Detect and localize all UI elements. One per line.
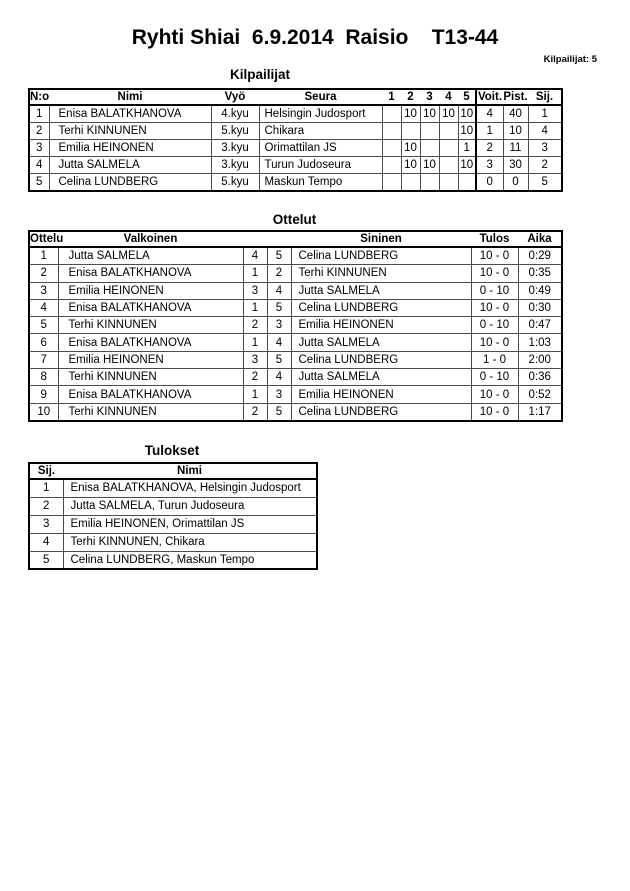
match-number: 1 — [29, 247, 58, 265]
score-vs-4 — [439, 157, 458, 174]
white-player: Emilia HEINONEN — [58, 282, 243, 299]
result-name-club: Celina LUNDBERG, Maskun Tempo — [63, 551, 317, 569]
white-player-number: 2 — [243, 369, 267, 386]
competitor-points: 10 — [503, 123, 528, 140]
white-player-number: 1 — [243, 265, 267, 282]
white-player-number: 4 — [243, 247, 267, 265]
competitor-points: 40 — [503, 105, 528, 123]
match-time: 1:03 — [518, 334, 562, 351]
competitor-number: 5 — [29, 174, 49, 192]
result-place: 4 — [29, 533, 63, 551]
competitor-number: 4 — [29, 157, 49, 174]
round-header-4: 4 — [445, 91, 452, 103]
blue-player: Celina LUNDBERG — [291, 403, 471, 421]
competitor-place: 4 — [528, 123, 562, 140]
score-vs-3 — [420, 123, 439, 140]
kilpailijat-table — [28, 88, 563, 192]
match-result: 0 - 10 — [471, 369, 518, 386]
match-row — [29, 386, 562, 403]
match-time: 0:49 — [518, 282, 562, 299]
competitor-wins: 0 — [476, 174, 503, 192]
match-time: 1:17 — [518, 403, 562, 421]
result-place: 3 — [29, 515, 63, 533]
match-row — [29, 299, 562, 316]
match-row — [29, 351, 562, 368]
competitor-club: Maskun Tempo — [259, 174, 382, 192]
blue-player: Terhi KINNUNEN — [291, 265, 471, 282]
match-number: 8 — [29, 369, 58, 386]
score-vs-3: 10 — [420, 105, 439, 123]
blue-player: Jutta SALMELA — [291, 369, 471, 386]
place-header: Sij. — [37, 465, 56, 477]
kilpailijat-header-row — [29, 89, 562, 105]
competitor-belt: 3.kyu — [211, 157, 259, 174]
competitor-name: Terhi KINNUNEN — [49, 123, 211, 140]
match-time: 0:30 — [518, 299, 562, 316]
white-player: Emilia HEINONEN — [58, 351, 243, 368]
points-header: Pist. — [503, 91, 528, 103]
match-row — [29, 265, 562, 282]
competitor-place: 2 — [528, 157, 562, 174]
blue-number-header-spacer — [267, 231, 291, 247]
blue-player-number: 4 — [267, 369, 291, 386]
match-time: 0:36 — [518, 369, 562, 386]
match-time: 0:35 — [518, 265, 562, 282]
score-vs-1 — [382, 123, 401, 140]
score-vs-2: 10 — [401, 140, 420, 157]
competitor-name: Jutta SALMELA — [49, 157, 211, 174]
match-result: 10 - 0 — [471, 265, 518, 282]
match-row — [29, 282, 562, 299]
score-vs-4 — [439, 140, 458, 157]
ottelut-table — [28, 230, 563, 422]
white-player-number: 1 — [243, 386, 267, 403]
competitor-place: 5 — [528, 174, 562, 192]
round-header-1: 1 — [388, 91, 395, 103]
white-player-number: 1 — [243, 299, 267, 316]
competitor-name: Emilia HEINONEN — [49, 140, 211, 157]
white-player: Enisa BALATKHANOVA — [58, 265, 243, 282]
competitor-place: 1 — [528, 105, 562, 123]
result-name-club: Emilia HEINONEN, Orimattilan JS — [63, 515, 317, 533]
competitor-club: Turun Judoseura — [259, 157, 382, 174]
blue-player-number: 4 — [267, 334, 291, 351]
white-player: Enisa BALATKHANOVA — [58, 334, 243, 351]
white-player: Terhi KINNUNEN — [58, 403, 243, 421]
score-vs-5: 10 — [458, 105, 476, 123]
tulokset-table — [28, 462, 318, 570]
white-player-number: 2 — [243, 403, 267, 421]
blue-player: Jutta SALMELA — [291, 282, 471, 299]
score-vs-1 — [382, 105, 401, 123]
result-name-club: Jutta SALMELA, Turun Judoseura — [63, 497, 317, 515]
result-name-club: Terhi KINNUNEN, Chikara — [63, 533, 317, 551]
kilpailijat-section-title: Kilpailijat — [229, 67, 290, 82]
competitor-name: Enisa BALATKHANOVA — [49, 105, 211, 123]
match-number: 7 — [29, 351, 58, 368]
match-result: 1 - 0 — [471, 351, 518, 368]
blue-player-number: 5 — [267, 351, 291, 368]
score-vs-3 — [420, 174, 439, 192]
competitor-row — [29, 105, 562, 123]
match-result: 0 - 10 — [471, 317, 518, 334]
blue-player: Celina LUNDBERG — [291, 299, 471, 316]
tulokset-section-title: Tulokset — [144, 443, 200, 458]
competitor-row — [29, 123, 562, 140]
match-time: 0:29 — [518, 247, 562, 265]
competitor-wins: 4 — [476, 105, 503, 123]
competitor-place: 3 — [528, 140, 562, 157]
white-header: Valkoinen — [123, 233, 178, 245]
white-player: Terhi KINNUNEN — [58, 317, 243, 334]
result-row — [29, 497, 317, 515]
match-number: 6 — [29, 334, 58, 351]
round-header-3: 3 — [426, 91, 433, 103]
competitor-wins: 2 — [476, 140, 503, 157]
result-place: 2 — [29, 497, 63, 515]
blue-player-number: 2 — [267, 265, 291, 282]
match-time: 0:52 — [518, 386, 562, 403]
competitor-club: Chikara — [259, 123, 382, 140]
club-header: Seura — [304, 91, 337, 103]
match-result: 10 - 0 — [471, 403, 518, 421]
match-number: 10 — [29, 403, 58, 421]
match-row — [29, 247, 562, 265]
score-vs-5 — [458, 174, 476, 192]
wins-header: Voit. — [477, 91, 503, 103]
white-player-number: 2 — [243, 317, 267, 334]
match-number: 3 — [29, 282, 58, 299]
score-vs-3 — [420, 140, 439, 157]
competitor-wins: 1 — [476, 123, 503, 140]
white-player: Terhi KINNUNEN — [58, 369, 243, 386]
competitor-number: 3 — [29, 140, 49, 157]
match-row — [29, 334, 562, 351]
competitor-row — [29, 140, 562, 157]
tulokset-header-row — [29, 463, 317, 479]
match-row — [29, 403, 562, 421]
no-header: N:o — [30, 91, 50, 103]
score-vs-5: 10 — [458, 123, 476, 140]
match-result: 0 - 10 — [471, 282, 518, 299]
white-player-number: 1 — [243, 334, 267, 351]
round-header-2: 2 — [407, 91, 414, 103]
ottelut-header-row — [29, 231, 562, 247]
score-vs-1 — [382, 157, 401, 174]
competitor-name: Celina LUNDBERG — [49, 174, 211, 192]
match-number: 5 — [29, 317, 58, 334]
blue-player: Emilia HEINONEN — [291, 386, 471, 403]
match-number: 9 — [29, 386, 58, 403]
result-row — [29, 533, 317, 551]
competitor-number: 1 — [29, 105, 49, 123]
result-place: 1 — [29, 479, 63, 497]
score-vs-2 — [401, 123, 420, 140]
blue-player-number: 5 — [267, 299, 291, 316]
competitor-points: 30 — [503, 157, 528, 174]
competitor-belt: 5.kyu — [211, 123, 259, 140]
match-result: 10 - 0 — [471, 386, 518, 403]
match-time: 2:00 — [518, 351, 562, 368]
name-header: Nimi — [177, 465, 202, 477]
match-number: 2 — [29, 265, 58, 282]
match-result: 10 - 0 — [471, 334, 518, 351]
round-header-5: 5 — [463, 91, 470, 103]
blue-player: Celina LUNDBERG — [291, 351, 471, 368]
score-vs-4 — [439, 123, 458, 140]
score-vs-1 — [382, 174, 401, 192]
result-row — [29, 515, 317, 533]
match-result: 10 - 0 — [471, 247, 518, 265]
score-vs-5: 1 — [458, 140, 476, 157]
white-player: Enisa BALATKHANOVA — [58, 299, 243, 316]
score-vs-1 — [382, 140, 401, 157]
competitors-count: Kilpailijat: 5 — [543, 54, 597, 65]
result-row — [29, 551, 317, 569]
competitor-points: 0 — [503, 174, 528, 192]
score-vs-2: 10 — [401, 157, 420, 174]
ottelut-section-title: Ottelut — [272, 212, 317, 227]
result-name-club: Enisa BALATKHANOVA, Helsingin Judosport — [63, 479, 317, 497]
blue-player-number: 3 — [267, 317, 291, 334]
white-player: Enisa BALATKHANOVA — [58, 386, 243, 403]
competitor-belt: 4.kyu — [211, 105, 259, 123]
match-result: 10 - 0 — [471, 299, 518, 316]
match-number-header: Ottelu — [30, 233, 64, 245]
blue-player-number: 4 — [267, 282, 291, 299]
competitor-number: 2 — [29, 123, 49, 140]
white-number-header-spacer — [243, 231, 267, 247]
score-vs-3: 10 — [420, 157, 439, 174]
score-vs-5: 10 — [458, 157, 476, 174]
blue-player: Celina LUNDBERG — [291, 247, 471, 265]
competitor-wins: 3 — [476, 157, 503, 174]
competitor-belt: 3.kyu — [211, 140, 259, 157]
competitor-belt: 5.kyu — [211, 174, 259, 192]
match-row — [29, 317, 562, 334]
competitor-club: Helsingin Judosport — [259, 105, 382, 123]
blue-player: Emilia HEINONEN — [291, 317, 471, 334]
competitor-row — [29, 157, 562, 174]
match-row — [29, 369, 562, 386]
blue-player-number: 3 — [267, 386, 291, 403]
blue-player-number: 5 — [267, 403, 291, 421]
score-vs-4 — [439, 174, 458, 192]
blue-header: Sininen — [360, 233, 402, 245]
score-vs-2 — [401, 174, 420, 192]
competitor-row — [29, 174, 562, 192]
competitor-points: 11 — [503, 140, 528, 157]
competitor-club: Orimattilan JS — [259, 140, 382, 157]
result-row — [29, 479, 317, 497]
blue-player-number: 5 — [267, 247, 291, 265]
time-header: Aika — [527, 233, 552, 245]
name-header: Nimi — [117, 91, 143, 103]
score-vs-4: 10 — [439, 105, 458, 123]
white-player: Jutta SALMELA — [58, 247, 243, 265]
match-time: 0:47 — [518, 317, 562, 334]
page-title: Ryhti Shiai 6.9.2014 Raisio T13-44 — [131, 26, 499, 49]
white-player-number: 3 — [243, 351, 267, 368]
belt-header: Vyö — [224, 91, 246, 103]
white-player-number: 3 — [243, 282, 267, 299]
place-header: Sij. — [535, 91, 554, 103]
result-place: 5 — [29, 551, 63, 569]
blue-player: Jutta SALMELA — [291, 334, 471, 351]
result-header: Tulos — [479, 233, 510, 245]
score-vs-2: 10 — [401, 105, 420, 123]
match-number: 4 — [29, 299, 58, 316]
